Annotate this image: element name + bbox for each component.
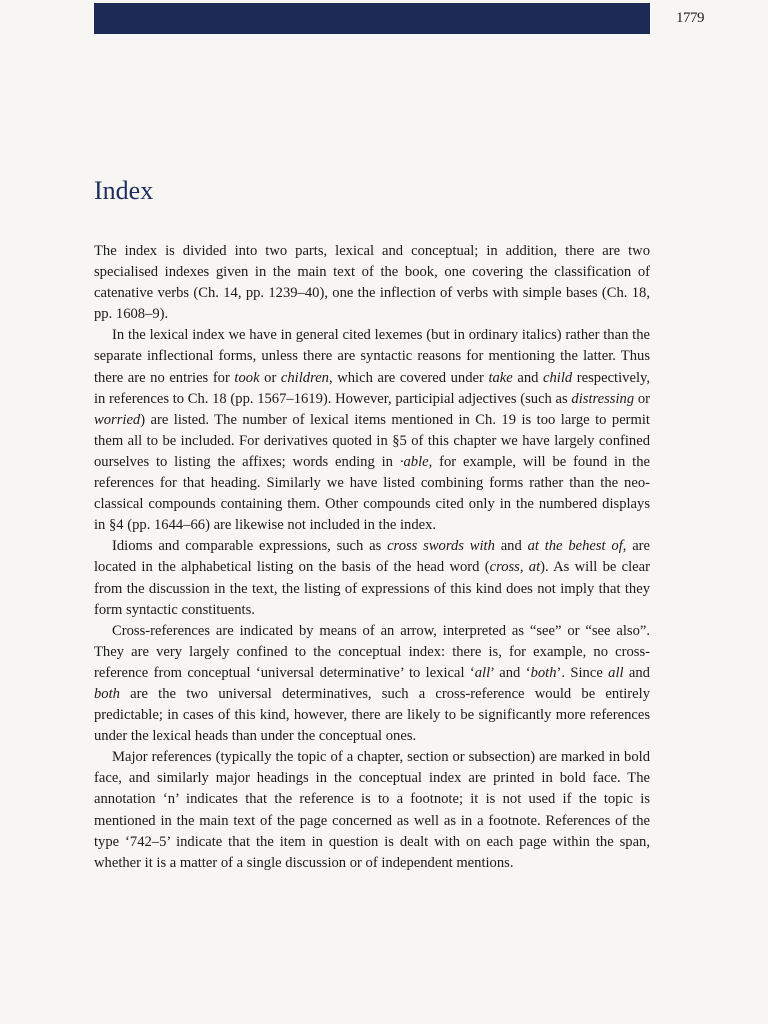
paragraph	[94, 747, 650, 874]
text-segment: are the two universal determinatives, such a cross-reference would be entirely predictable; in cases of this kind, however, there are likely to be significantly more references under the lexical heads than under the conceptual ones.	[94, 685, 650, 745]
text-segment: In the lexical index we have in general cited lexemes (but in ordinary italics) rather than the separate inflectional forms, unless there are syntactic reasons for mentioning the latter. Thus there are no entries for	[94, 327, 650, 386]
header-bar	[94, 3, 650, 34]
text-segment: , for example, will be found in the references for that heading. Similarly we have listed combining forms rather than the neo-classical compounds containing them. Other compounds cited only in the numbered displays in §4 (pp. 1644–66) are likewise not included in the index.	[94, 453, 650, 534]
text-segment: Idioms and comparable expressions, such as	[112, 538, 388, 555]
italic-text: distressing	[571, 390, 635, 407]
italic-text: ·able	[399, 453, 429, 470]
text-segment: ’. Since	[556, 664, 609, 681]
text-segment: ). As will be clear from the discussion in the text, the listing of expressions of this kind does not imply that they form syntactic constituents.	[94, 559, 650, 618]
text-segment: respectively, in references to Ch. 18 (pp. 1567–1619). However, participial adjectives (such as	[94, 369, 650, 407]
italic-text: all	[608, 664, 624, 681]
italic-text: take	[488, 369, 513, 386]
italic-text: child	[543, 369, 573, 386]
text-segment: ) are listed. The number of lexical items mentioned in Ch. 19 is too large to permit them all to be included. For derivatives quoted in §5 of this chapter we have largely confined ourselves to listing the affixes; words ending in	[94, 411, 650, 470]
text-segment: or	[634, 390, 650, 407]
text-segment: or	[259, 369, 281, 386]
text-segment: ’ and ‘	[490, 664, 531, 681]
text-segment: , which are covered under	[328, 369, 489, 386]
text-segment: and	[623, 664, 650, 681]
paragraph	[94, 536, 650, 620]
text-segment: Major references (typically the topic of a chapter, section or subsection) are marked in bold face, and similarly major headings in the conceptual index are printed in bold face. The annotation ‘n’ indicates that the reference is to a footnote; it is not used if the topic is mentioned in the main text of the page concerned as well as in a footnote. References of the type ‘742–5’ indicate that the item in question is dealt with on each page within the span, whether it is a matter of a single discussion or of independent mentions.	[94, 749, 650, 871]
text-segment: , are located in the alphabetical listing on the basis of the head word (	[94, 538, 651, 576]
paragraph	[94, 325, 650, 536]
text-segment: and	[512, 369, 544, 386]
text-segment: The index is divided into two parts, lexical and conceptual; in addition, there are two specialised indexes given in the main text of the book, one covering the classification of catenative verbs (Ch. 14, pp. 1239–40), one the inflection of verbs with simple bases (Ch. 18, pp. 1608–9).	[94, 243, 650, 323]
page-number: 1779	[676, 10, 704, 26]
italic-text: took	[234, 369, 260, 386]
paragraph	[94, 241, 650, 325]
italic-text: both	[94, 685, 120, 702]
italic-text: children	[280, 369, 329, 386]
italic-text: all	[474, 664, 491, 681]
page-title: Index	[94, 176, 154, 205]
italic-text: cross swords with	[387, 538, 495, 555]
text-segment: and	[494, 538, 528, 555]
italic-text: at the behest of	[527, 538, 623, 555]
italic-text: worried	[94, 411, 141, 428]
body-text	[94, 241, 650, 874]
italic-text: cross, at	[489, 559, 541, 576]
italic-text: both	[530, 664, 557, 681]
text-segment: Cross-references are indicated by means of an arrow, interpreted as “see” or “see also”. They are very largely confined to the conceptual index: there is, for example, no cross-reference from conceptual ‘universal determinative’ to lexical ‘	[94, 622, 650, 681]
paragraph	[94, 621, 650, 748]
